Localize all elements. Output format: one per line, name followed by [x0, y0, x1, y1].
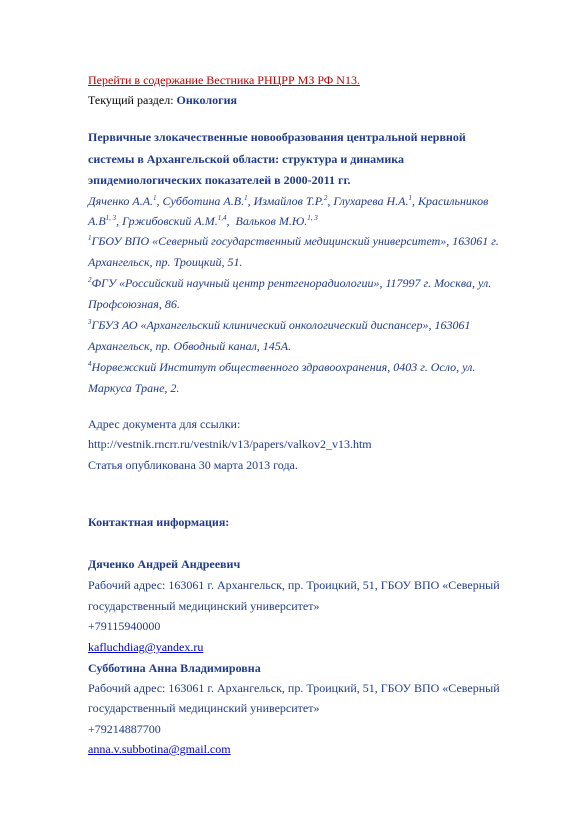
- affiliation-line: [88, 234, 499, 248]
- contact-heading: Контактная информация:: [88, 515, 230, 529]
- document-url[interactable]: http://vestnik.rncrr.ru/vestnik/v13/papers/valkov2_v13.htm: [88, 437, 372, 451]
- affiliation-line: [88, 360, 475, 374]
- contact-phone: +79214887700: [88, 722, 161, 736]
- author-name-part: Красильников: [417, 194, 489, 208]
- section-name: Онкология: [176, 93, 237, 107]
- contact-address: государственный медицинский университет»: [88, 701, 320, 715]
- affiliation-line: Профсоюзная, 86.: [88, 297, 180, 311]
- author-name: Измайлов Т.Р.: [253, 194, 324, 208]
- address-label: Адрес документа для ссылки:: [88, 417, 241, 431]
- affiliation-number: 4: [88, 360, 92, 368]
- affiliation-line: [88, 318, 470, 332]
- author-name: Глухарева Н.А.: [333, 194, 409, 208]
- contact-email-link[interactable]: anna.v.subbotina@gmail.com: [88, 742, 231, 756]
- contact-email-link[interactable]: kafluchdiag@yandex.ru: [88, 640, 204, 654]
- contact-address: Рабочий адрес: 163061 г. Архангельск, пр. Троицкий, 51, ГБОУ ВПО «Северный: [88, 578, 500, 592]
- author-name: Вальков М.Ю.: [235, 214, 308, 228]
- author-affiliation-ref: 1: [408, 194, 412, 202]
- authors-line: Дяченко А.А.$^1$, Субботина А.В.$^1$, Измайлов Т.Р.$^2$, Глухарева Н.А.$^1$, Красильников: [88, 194, 489, 208]
- affiliation-text: ФГУ «Российский научный центр рентгенорадиологии», 117997 г. Москва, ул.: [91, 276, 492, 290]
- affiliation-text: ГБУЗ АО «Архангельский клинический онкологический диспансер», 163061: [91, 318, 471, 332]
- author-affiliation-ref: 1: [244, 194, 248, 202]
- author-name-part: А.В: [88, 214, 106, 228]
- affiliation-line: Архангельск, пр. Обводный канал, 145А.: [88, 339, 292, 353]
- author-name: Субботина А.В.: [162, 194, 245, 208]
- contact-name: Дяченко Андрей Андреевич: [88, 557, 241, 571]
- authors-line: $А.В^{1, 3}$, Гржибовский А.М.$^{1,4}$, Вальков М.Ю.$^{1, 3}$: [88, 214, 318, 228]
- current-section: [88, 93, 237, 107]
- contact-phone: +79115940000: [88, 619, 161, 633]
- article-title-line: Первичные злокачественные новообразования центральной нервной: [88, 130, 466, 144]
- contact-address: Рабочий адрес: 163061 г. Архангельск, пр. Троицкий, 51, ГБОУ ВПО «Северный: [88, 681, 500, 695]
- author-name: Гржибовский А.М.: [122, 214, 218, 228]
- author-name: Дяченко А.А.: [88, 194, 154, 208]
- author-affiliation-ref: 1, 3: [105, 214, 117, 222]
- affiliation-line: [88, 276, 491, 290]
- contact-name: Субботина Анна Владимировна: [88, 661, 261, 675]
- article-title-line: эпидемиологических показателей в 2000-2011 гг.: [88, 173, 351, 187]
- affiliation-line: Маркуса Тране, 2.: [88, 381, 180, 395]
- author-affiliation-ref: 1,4: [217, 214, 227, 222]
- author-affiliation-ref: 2: [323, 194, 328, 202]
- author-affiliation-ref: 1, 3: [307, 214, 318, 222]
- affiliation-text: Норвежский Институт общественного здравоохранения, 0403 г. Осло, ул.: [91, 360, 476, 374]
- affiliation-number: 3: [88, 318, 92, 326]
- affiliation-text: ГБОУ ВПО «Северный государственный медицинский университет», 163061 г.: [91, 234, 499, 248]
- affiliation-line: Архангельск, пр. Троицкий, 51.: [88, 255, 243, 269]
- article-title-line: системы в Архангельской области: структура и динамика: [88, 152, 405, 166]
- published-date: Статья опубликована 30 марта 2013 года.: [88, 458, 298, 472]
- affiliation-number: 1: [88, 234, 92, 242]
- toc-link[interactable]: Перейти в содержание Вестника РНЦРР МЗ РФ N13.: [88, 73, 360, 87]
- section-label: Текущий раздел:: [88, 93, 177, 107]
- author-affiliation-ref: 1: [153, 194, 157, 202]
- contact-address: государственный медицинский университет»: [88, 599, 320, 613]
- affiliation-number: 2: [88, 276, 92, 284]
